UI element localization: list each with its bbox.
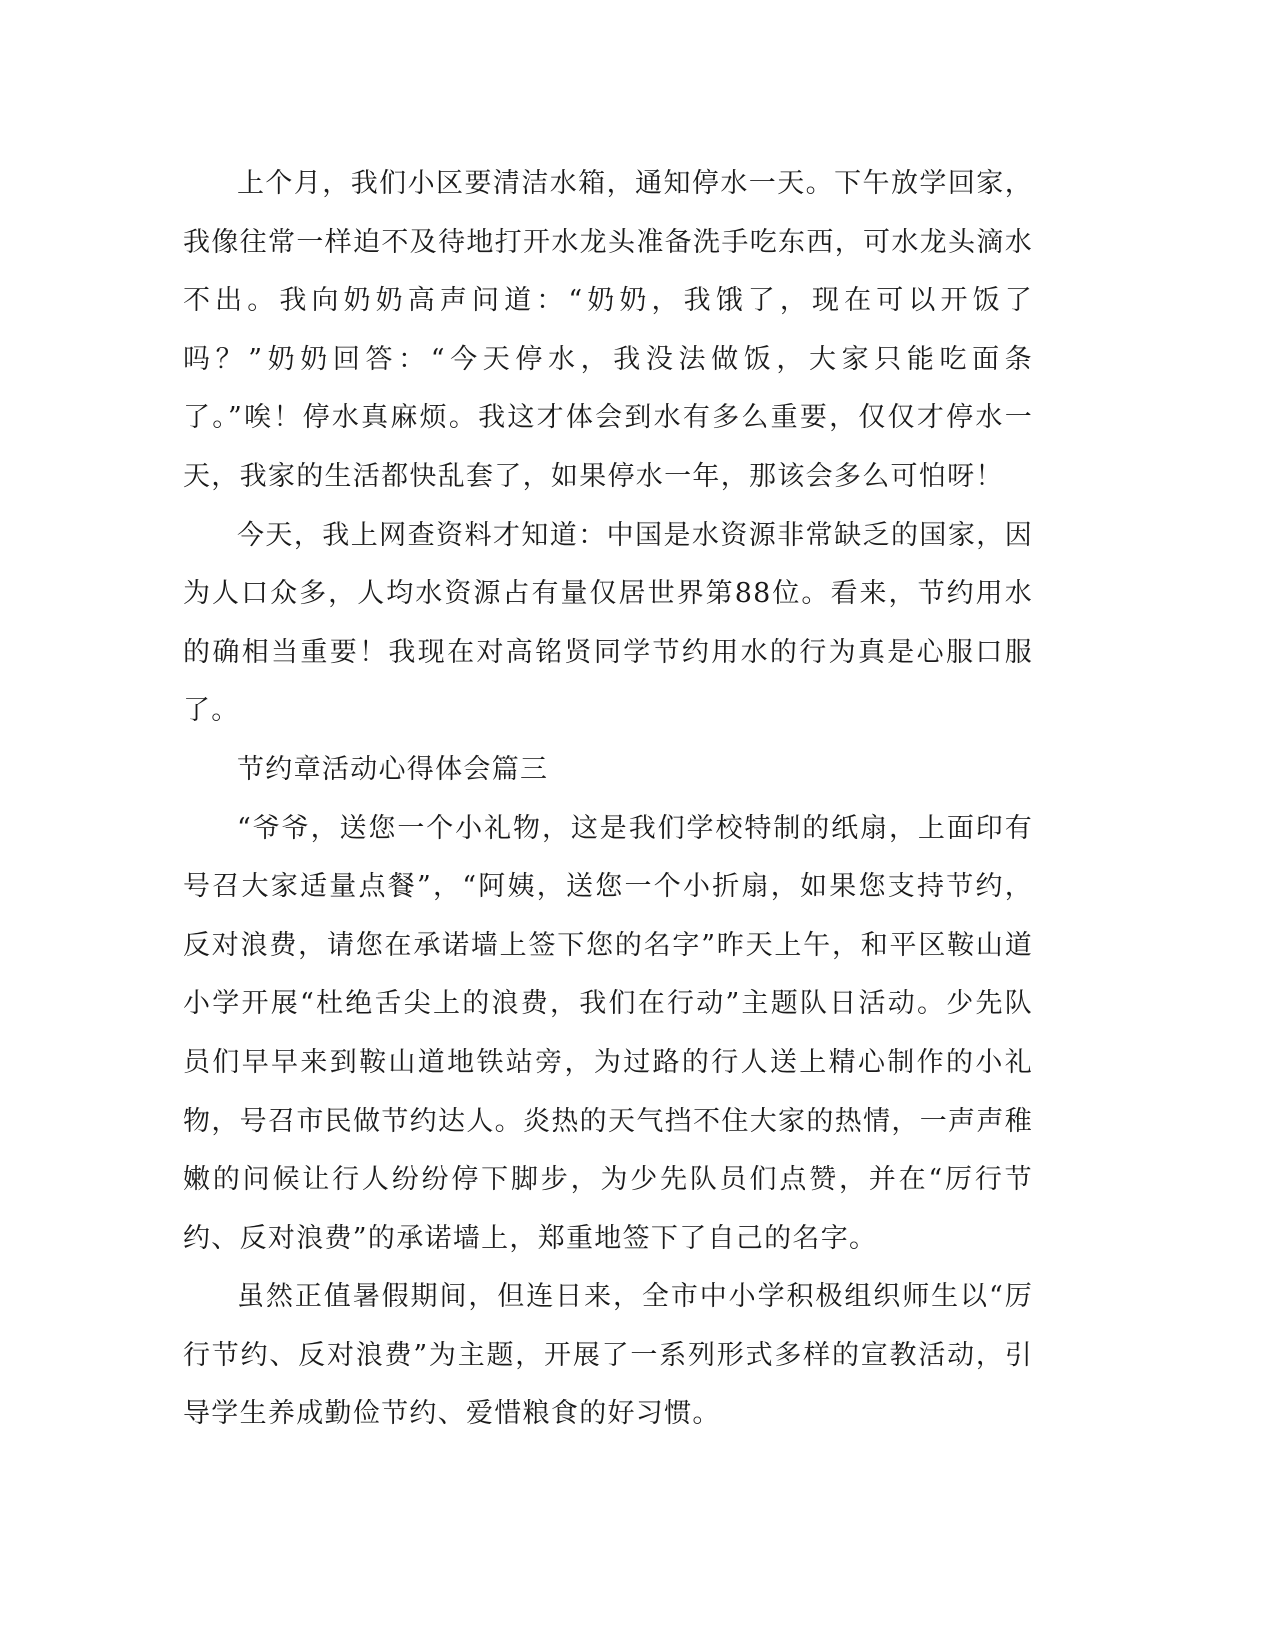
- paragraph-summer-campaign: 虽然正值暑假期间，但连日来，全市中小学积极组织师生以“厉行节约、反对浪费”为主题，开展了一系列形式多样的宣教活动，引导学生养成勤俭节约、爱惜粮食的好习惯。: [183, 1281, 1033, 1430]
- paragraph-water-outage: 上个月，我们小区要清洁水箱，通知停水一天。下午放学回家，我像往常一样迫不及待地打开水龙头准备洗手吃东西，可水龙头滴水不出。我向奶奶高声问道：“奶奶，我饿了，现在可以开饭了吗？”奶奶回答：“今天停水，我没法做饭，大家只能吃面条了。”唉！停水真麻烦。我这才体会到水有多么重要，仅仅才停水一天，我家的生活都快乱套了，如果停水一年，那该会多么可怕呀！: [183, 168, 1033, 492]
- document-body: [183, 155, 1033, 1444]
- paragraph-water-resources: 今天，我上网查资料才知道：中国是水资源非常缺乏的国家，因为人口众多，人均水资源占有量仅居世界第88位。看来，节约用水的确相当重要！我现在对高铭贤同学节约用水的行为真是心服口服了。: [183, 519, 1033, 727]
- section-heading: 节约章活动心得体会篇三: [237, 753, 549, 785]
- paragraph-activity: “爷爷，送您一个小礼物，这是我们学校特制的纸扇，上面印有号召大家适量点餐”，“阿姨，送您一个小折扇，如果您支持节约，反对浪费，请您在承诺墙上签下您的名字”昨天上午，和平区鞍山道小学开展“杜绝舌尖上的浪费，我们在行动”主题队日活动。少先队员们早早来到鞍山道地铁站旁，为过路的行人送上精心制作的小礼物，号召市民做节约达人。炎热的天气挡不住大家的热情，一声声稚嫩的问候让行人纷纷停下脚步，为少先队员们点赞，并在“厉行节约、反对浪费”的承诺墙上，郑重地签下了自己的名字。: [183, 812, 1033, 1254]
